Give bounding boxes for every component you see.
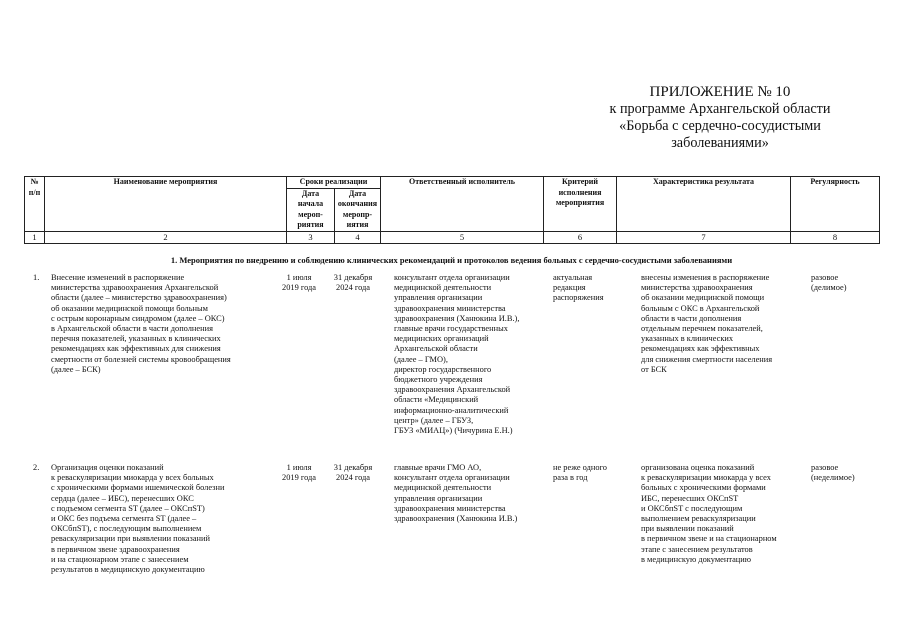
text-line: к реваскуляризации миокарда у всех [641, 473, 771, 483]
col-header-no [25, 177, 45, 232]
table-row [24, 273, 879, 436]
text-line: смертности от болезней системы кровообращения [51, 354, 231, 364]
col-header-criterion [544, 177, 617, 232]
text-line: указанных в клинических [641, 334, 734, 344]
text-line: Внесение изменений в распоряжение [51, 273, 185, 282]
text-line: и ОКСбпST с последующим [641, 503, 743, 513]
col-header-end [335, 188, 381, 231]
completion-criterion [553, 273, 604, 304]
text-line: управления организации [394, 293, 483, 303]
text-line: (делимое) [811, 283, 847, 293]
row-number: 2. [33, 463, 40, 472]
text-line: здравоохранения министерства [394, 303, 506, 313]
text-line: для снижения смертности населения [641, 354, 773, 364]
text-line: с хроническими формами ишемической болезни [51, 483, 225, 493]
text-line: медицинских организаций [394, 334, 489, 344]
text-line: результатов в медицинскую документацию [51, 565, 205, 575]
col-number: 5 [381, 231, 544, 243]
text-line: 2019 года [282, 283, 316, 293]
col-number: 8 [791, 231, 880, 243]
text-line: актуальная [553, 273, 593, 282]
text-line: консультант отдела организации [394, 273, 510, 282]
start-date [279, 463, 319, 483]
text-line: управления организации [394, 493, 483, 503]
col-header-result: Характеристика результата [617, 177, 791, 232]
col-header-no-text: № п/п [28, 177, 41, 197]
text-line: консультант отдела организации [394, 473, 510, 483]
text-line: области в части дополнения [641, 313, 742, 323]
text-line: медицинской деятельности [394, 483, 492, 493]
text-line: Организация оценки показаний [51, 463, 164, 472]
row-number: 1. [33, 273, 40, 282]
measures-table-header [24, 176, 880, 244]
text-line: разовое [811, 273, 839, 282]
col-header-terms: Сроки реализации [287, 177, 381, 189]
text-line: редакция [553, 283, 586, 293]
text-line: министерства здравоохранения Архангельской [51, 283, 219, 293]
text-line: выполнением реваскуляризации [641, 514, 756, 524]
text-line: в медицинскую документацию [641, 554, 752, 564]
text-line: директор государственного [394, 364, 492, 374]
end-date [331, 273, 375, 293]
text-line: реваскуляризации при выявлении показаний [51, 534, 210, 544]
text-line: области (далее – министерство здравоохранения) [51, 293, 227, 303]
result-description [641, 463, 777, 565]
appendix-title: ПРИЛОЖЕНИЕ № 10 [649, 84, 791, 100]
text-line: в первичном звене и на стационарном [641, 534, 777, 544]
col-header-start [287, 188, 335, 231]
start-date [279, 273, 319, 293]
text-line: здравоохранения (Ханюкина И.В.) [394, 514, 518, 524]
col-number: 1 [25, 231, 45, 243]
col-number: 3 [287, 231, 335, 243]
text-line: и ОКС без подъема сегмента ST (далее – [51, 514, 197, 524]
col-header-responsible: Ответственный исполнитель [381, 177, 544, 232]
text-line: не реже одного [553, 463, 607, 472]
text-line: 1 июля [286, 463, 312, 472]
text-line: области «Медицинский [394, 395, 479, 405]
text-line: ОКСбпST), с последующим выполнением [51, 524, 202, 534]
text-line: 2024 года [336, 283, 370, 293]
text-line: (неделимое) [811, 473, 855, 483]
section-title: 1. Мероприятия по внедрению и соблюдению клинических рекомендаций и протоколов ведения больных с сердечно-сосудистыми заболеваниями [170, 255, 733, 265]
text-line: центр» (далее – ГБУЗ, [394, 415, 474, 425]
text-line: этапе с занесением результатов [641, 544, 753, 554]
text-line: 2024 года [336, 473, 370, 483]
text-line: рекомендациях как эффективных для снижения [51, 344, 221, 354]
text-line: больных с хроническими формами [641, 483, 766, 493]
text-line: от БСК [641, 364, 667, 374]
col-number: 4 [335, 231, 381, 243]
text-line: ГБУЗ «МИАЦ») (Чичурина Е.Н.) [394, 426, 513, 436]
text-line: главные врачи государственных [394, 324, 508, 334]
text-line: главные врачи ГМО АО, [394, 463, 482, 472]
col-header-start-text: Дата начала мероп- риятия [297, 188, 324, 229]
table-row [24, 463, 879, 575]
text-line: разовое [811, 463, 839, 472]
text-line: Архангельской области [394, 344, 478, 354]
text-line: (далее – БСК) [51, 364, 101, 374]
text-line: сердца (далее – ИБС), перенесших ОКС [51, 493, 194, 503]
text-line: ИБС, перенесших ОКСпST [641, 493, 739, 503]
col-header-regularity: Регулярность [791, 177, 880, 232]
result-description [641, 273, 772, 375]
measure-name [51, 463, 224, 575]
text-line: в первичном звене здравоохранения [51, 544, 180, 554]
text-line: при выявлении показаний [641, 524, 734, 534]
text-line: 31 декабря [333, 463, 373, 472]
col-number: 6 [544, 231, 617, 243]
text-line: здравоохранения министерства [394, 503, 506, 513]
text-line: министерства здравоохранения [641, 283, 753, 293]
col-number: 7 [617, 231, 791, 243]
text-line: в Архангельской области в части дополнения [51, 324, 213, 334]
text-line: организована оценка показаний [641, 463, 755, 472]
text-line: 31 декабря [333, 273, 373, 282]
text-line: об оказании медицинской помощи больным [51, 303, 208, 313]
text-line: рекомендациях как эффективных [641, 344, 760, 354]
responsible-executor [394, 273, 519, 436]
responsible-executor [394, 463, 517, 524]
text-line: к реваскуляризации миокарда у всех больных [51, 473, 214, 483]
col-header-end-text: Дата окончания меропр- иятия [337, 188, 378, 229]
col-header-name: Наименование мероприятия [45, 177, 287, 232]
text-line: отдельным перечнем показателей, [641, 324, 763, 334]
regularity [811, 463, 855, 483]
appendix-line: к программе Архангельской области [609, 101, 831, 117]
appendix-heading [560, 84, 880, 152]
text-line: 2019 года [282, 473, 316, 483]
text-line: больным с ОКС в Архангельской [641, 303, 760, 313]
text-line: раза в год [553, 473, 588, 483]
text-line: здравоохранения Архангельской [394, 385, 511, 395]
text-line: медицинской деятельности [394, 283, 492, 293]
text-line: информационно-аналитический [394, 405, 509, 415]
text-line: с подъемом сегмента ST (далее – ОКСпST) [51, 503, 205, 513]
text-line: и на стационарном этапе с занесением [51, 554, 189, 564]
appendix-line: «Борьба с сердечно-сосудистыми [619, 118, 821, 134]
text-line: (далее – ГМО), [394, 354, 448, 364]
text-line: внесены изменения в распоряжение [641, 273, 770, 282]
end-date [331, 463, 375, 483]
text-line: перечня показателей, указанных в клинических [51, 334, 221, 344]
appendix-line: заболеваниями» [671, 135, 769, 151]
completion-criterion [553, 463, 607, 483]
text-line: распоряжения [553, 293, 604, 303]
col-header-criterion-text: Критерий исполнения мероприятия [555, 177, 605, 207]
regularity [811, 273, 847, 293]
text-line: 1 июля [286, 273, 312, 282]
measure-name [51, 273, 231, 375]
text-line: с острым коронарным синдромом (далее – ОКС) [51, 313, 225, 323]
text-line: бюджетного учреждения [394, 375, 483, 385]
col-number: 2 [45, 231, 287, 243]
text-line: здравоохранения (Ханюкина И.В.), [394, 313, 520, 323]
text-line: об оказании медицинской помощи [641, 293, 765, 303]
